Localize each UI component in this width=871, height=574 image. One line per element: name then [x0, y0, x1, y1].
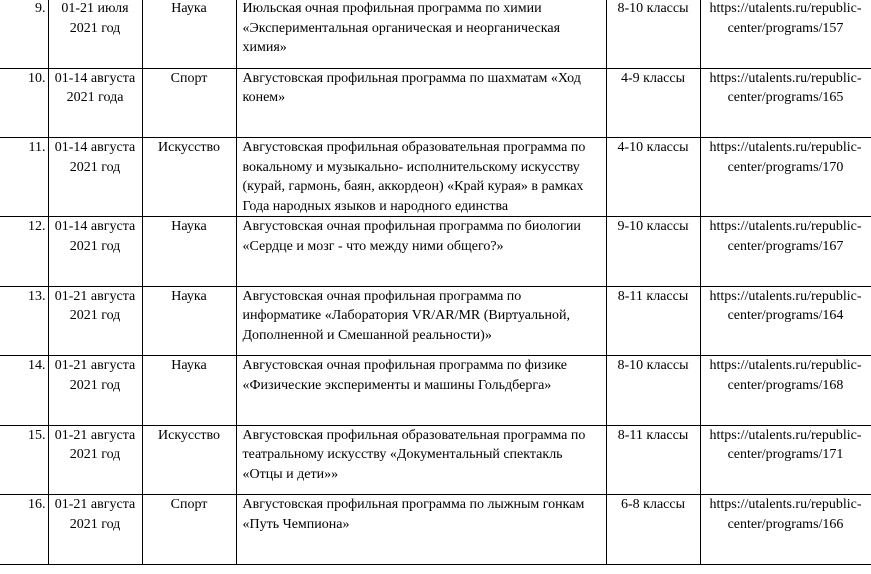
row-number: 13. [0, 286, 48, 356]
row-program-title: Августовская профильная образовательная программа по театральному искусству «Документальный спектакль «Отцы и дети»» [236, 425, 606, 495]
table-row [0, 425, 871, 495]
row-number: 16. [0, 495, 48, 565]
row-grades: 4-10 классы [606, 138, 700, 217]
row-link[interactable]: https://utalents.ru/republic-center/programs/165 [700, 68, 871, 138]
row-number: 11. [0, 138, 48, 217]
row-area: Наука [142, 356, 236, 426]
table-row [0, 138, 871, 217]
table-row [0, 217, 871, 287]
row-area: Наука [142, 0, 236, 68]
row-link[interactable]: https://utalents.ru/republic-center/programs/167 [700, 217, 871, 287]
table-row [0, 495, 871, 565]
row-area: Искусство [142, 425, 236, 495]
row-dates: 01-14 августа 2021 год [48, 138, 142, 217]
row-grades: 8-10 классы [606, 0, 700, 68]
row-link[interactable]: https://utalents.ru/republic-center/programs/170 [700, 138, 871, 217]
row-grades: 8-11 классы [606, 286, 700, 356]
row-area: Спорт [142, 68, 236, 138]
row-dates: 01-21 августа 2021 год [48, 286, 142, 356]
row-number: 9. [0, 0, 48, 68]
table-row [0, 68, 871, 138]
row-grades: 6-8 классы [606, 495, 700, 565]
row-dates: 01-21 августа 2021 год [48, 425, 142, 495]
table-row [0, 356, 871, 426]
row-program-title: Августовская очная профильная программа по информатике «Лаборатория VR/AR/MR (Виртуальной, Дополненной и Смешанной реальности)» [236, 286, 606, 356]
row-area: Спорт [142, 495, 236, 565]
row-area: Искусство [142, 138, 236, 217]
table-row [0, 0, 871, 68]
table-row [0, 286, 871, 356]
row-program-title: Июльская очная профильная программа по химии «Экспериментальная органическая и неорганическая химия» [236, 0, 606, 68]
row-number: 14. [0, 356, 48, 426]
row-area: Наука [142, 286, 236, 356]
row-number: 15. [0, 425, 48, 495]
row-number: 12. [0, 217, 48, 287]
row-link[interactable]: https://utalents.ru/republic-center/programs/166 [700, 495, 871, 565]
row-link[interactable]: https://utalents.ru/republic-center/programs/157 [700, 0, 871, 68]
row-program-title: Августовская очная профильная программа по физике «Физические эксперименты и машины Гольдберга» [236, 356, 606, 426]
row-area: Наука [142, 217, 236, 287]
row-program-title: Августовская профильная программа по лыжным гонкам «Путь Чемпиона» [236, 495, 606, 565]
row-link[interactable]: https://utalents.ru/republic-center/programs/171 [700, 425, 871, 495]
row-link[interactable]: https://utalents.ru/republic-center/programs/168 [700, 356, 871, 426]
row-link[interactable]: https://utalents.ru/republic-center/programs/164 [700, 286, 871, 356]
row-dates: 01-21 августа 2021 год [48, 356, 142, 426]
row-grades: 4-9 классы [606, 68, 700, 138]
row-program-title: Августовская профильная программа по шахматам «Ход конем» [236, 68, 606, 138]
row-grades: 8-11 классы [606, 425, 700, 495]
row-dates: 01-14 августа 2021 год [48, 217, 142, 287]
row-dates: 01-21 июля 2021 год [48, 0, 142, 68]
row-grades: 9-10 классы [606, 217, 700, 287]
row-number: 10. [0, 68, 48, 138]
row-program-title: Августовская профильная образовательная программа по вокальному и музыкально- исполнительскому искусству (курай, гармонь, баян, аккордеон) «Край курая» в рамках Года народных языков и народного единства [236, 138, 606, 217]
row-dates: 01-21 августа 2021 год [48, 495, 142, 565]
row-grades: 8-10 классы [606, 356, 700, 426]
row-dates: 01-14 августа 2021 года [48, 68, 142, 138]
row-program-title: Августовская очная профильная программа по биологии «Сердце и мозг - что между ними общего?» [236, 217, 606, 287]
